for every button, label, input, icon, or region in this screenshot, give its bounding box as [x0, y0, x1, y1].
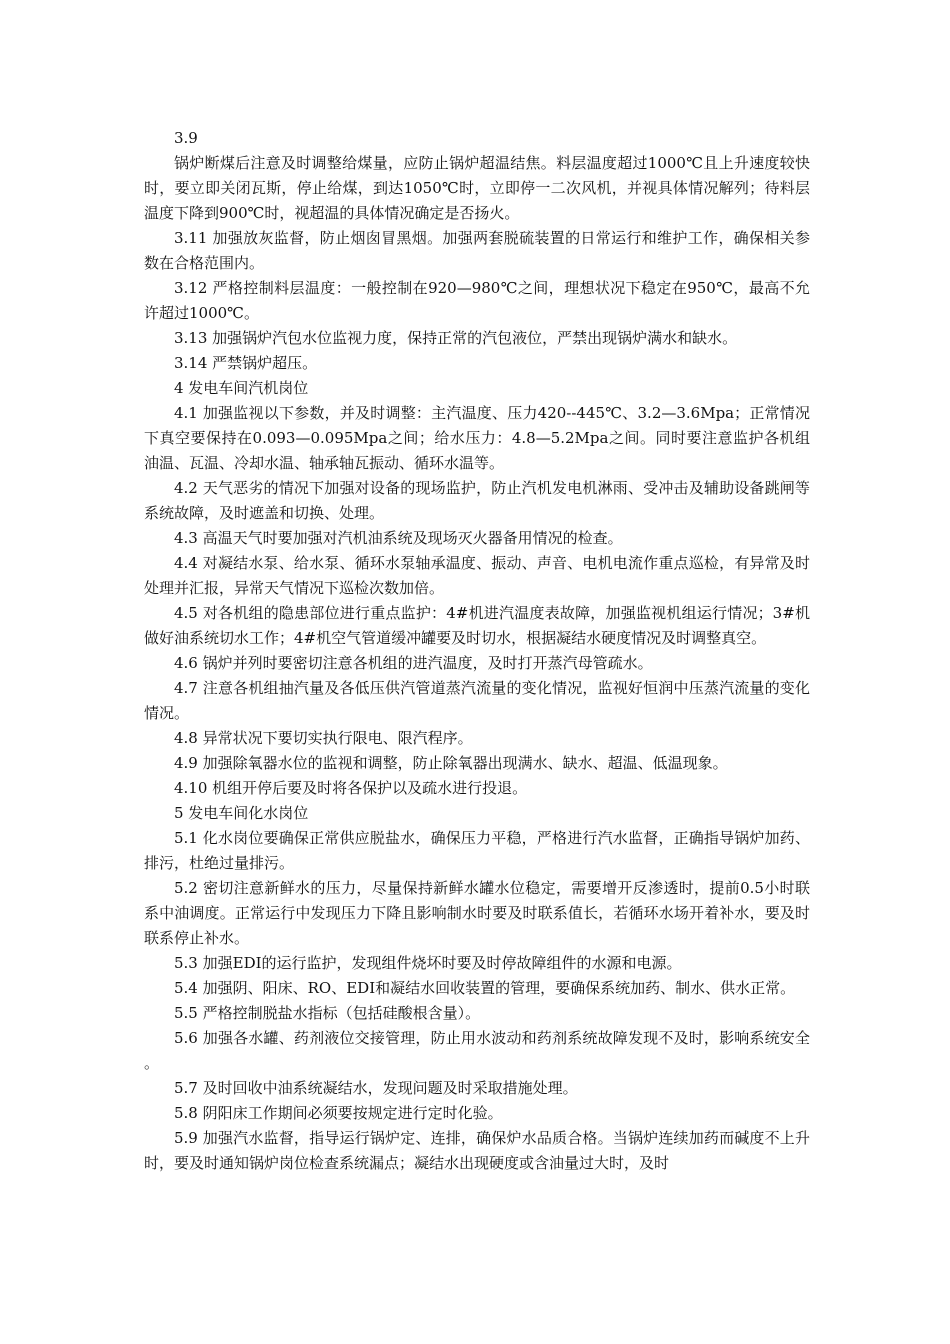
paragraph-4-5: 4.5 对各机组的隐患部位进行重点监护：4#机进汽温度表故障，加强监视机组运行情况；3#机做好油系统切水工作；4#机空气管道缓冲罐要及时切水，根据凝结水硬度情况及时调整真空。	[144, 604, 810, 647]
paragraph-5-5: 5.5 严格控制脱盐水指标（包括硅酸根含量）。	[174, 1004, 481, 1022]
paragraph-5-1: 5.1 化水岗位要确保正常供应脱盐水，确保压力平稳，严格进行汽水监督，正确指导锅炉加药、排污，杜绝过量排污。	[144, 829, 810, 872]
paragraph-5-8: 5.8 阴阳床工作期间必须要按规定进行定时化验。	[174, 1104, 503, 1122]
paragraph-3-11: 3.11 加强放灰监督，防止烟囱冒黑烟。加强两套脱硫装置的日常运行和维护工作，确保相关参数在合格范围内。	[144, 229, 810, 272]
paragraph-5-6: 5.6 加强各水罐、药剂液位交接管理，防止用水波动和药剂系统故障发现不及时，影响系统安全。	[144, 1029, 810, 1072]
paragraph-4-3: 4.3 高温天气时要加强对汽机油系统及现场灭火器备用情况的检查。	[174, 529, 623, 547]
paragraph-4-7: 4.7 注意各机组抽汽量及各低压供汽管道蒸汽流量的变化情况，监视好恒润中压蒸汽流量的变化情况。	[144, 679, 810, 722]
paragraph-3-13: 3.13 加强锅炉汽包水位监视力度，保持正常的汽包液位，严禁出现锅炉满水和缺水。	[174, 329, 738, 347]
paragraph-5-2: 5.2 密切注意新鲜水的压力，尽量保持新鲜水罐水位稳定，需要增开反渗透时，提前0.5小时联系中油调度。正常运行中发现压力下降且影响制水时要及时联系值长，若循环水场开着补水，要及时联系停止补水。	[144, 879, 810, 947]
document-body	[144, 126, 810, 1176]
paragraph-4-10: 4.10 机组开停后要及时将各保护以及疏水进行投退。	[174, 779, 528, 797]
paragraph-4-9: 4.9 加强除氧器水位的监视和调整，防止除氧器出现满水、缺水、超温、低温现象。	[174, 754, 728, 772]
paragraph-coal-interruption: 锅炉断煤后注意及时调整给煤量，应防止锅炉超温结焦。料层温度超过1000℃且上升速度较快时，要立即关闭瓦斯，停止给煤，到达1050℃时，立即停一二次风机，并视具体情况解列；待料层温度下降到900℃时，视超温的具体情况确定是否扬火。	[144, 154, 810, 222]
paragraph-3-9: 3.9	[174, 129, 198, 147]
section-heading-4: 4 发电车间汽机岗位	[174, 379, 309, 397]
paragraph-4-4: 4.4 对凝结水泵、给水泵、循环水泵轴承温度、振动、声音、电机电流作重点巡检，有异常及时处理并汇报，异常天气情况下巡检次数加倍。	[144, 554, 810, 597]
paragraph-5-3: 5.3 加强EDI的运行监护，发现组件烧坏时要及时停故障组件的水源和电源。	[174, 954, 682, 972]
paragraph-5-4: 5.4 加强阴、阳床、RO、EDI和凝结水回收装置的管理，要确保系统加药、制水、供水正常。	[174, 979, 796, 997]
paragraph-4-6: 4.6 锅炉并列时要密切注意各机组的进汽温度，及时打开蒸汽母管疏水。	[174, 654, 653, 672]
paragraph-3-14: 3.14 严禁锅炉超压。	[174, 354, 318, 372]
paragraph-3-12: 3.12 严格控制料层温度：一般控制在920—980℃之间，理想状况下稳定在950℃，最高不允许超过1000℃。	[144, 279, 810, 322]
section-heading-5: 5 发电车间化水岗位	[174, 804, 309, 822]
paragraph-4-2: 4.2 天气恶劣的情况下加强对设备的现场监护，防止汽机发电机淋雨、受冲击及辅助设备跳闸等系统故障，及时遮盖和切换、处理。	[144, 479, 810, 522]
paragraph-5-7: 5.7 及时回收中油系统凝结水，发现问题及时采取措施处理。	[174, 1079, 578, 1097]
paragraph-4-1: 4.1 加强监视以下参数，并及时调整：主汽温度、压力420--445℃、3.2—3.6Mpa；正常情况下真空要保持在0.093—0.095Mpa之间；给水压力：4.8—5.2Mpa之间。同时要注意监护各机组油温、瓦温、冷却水温、轴承轴瓦振动、循环水温等。	[144, 404, 810, 472]
paragraph-4-8: 4.8 异常状况下要切实执行限电、限汽程序。	[174, 729, 473, 747]
paragraph-5-9: 5.9 加强汽水监督，指导运行锅炉定、连排，确保炉水品质合格。当锅炉连续加药而碱度不上升时，要及时通知锅炉岗位检查系统漏点；凝结水出现硬度或含油量过大时，及时	[144, 1129, 810, 1172]
